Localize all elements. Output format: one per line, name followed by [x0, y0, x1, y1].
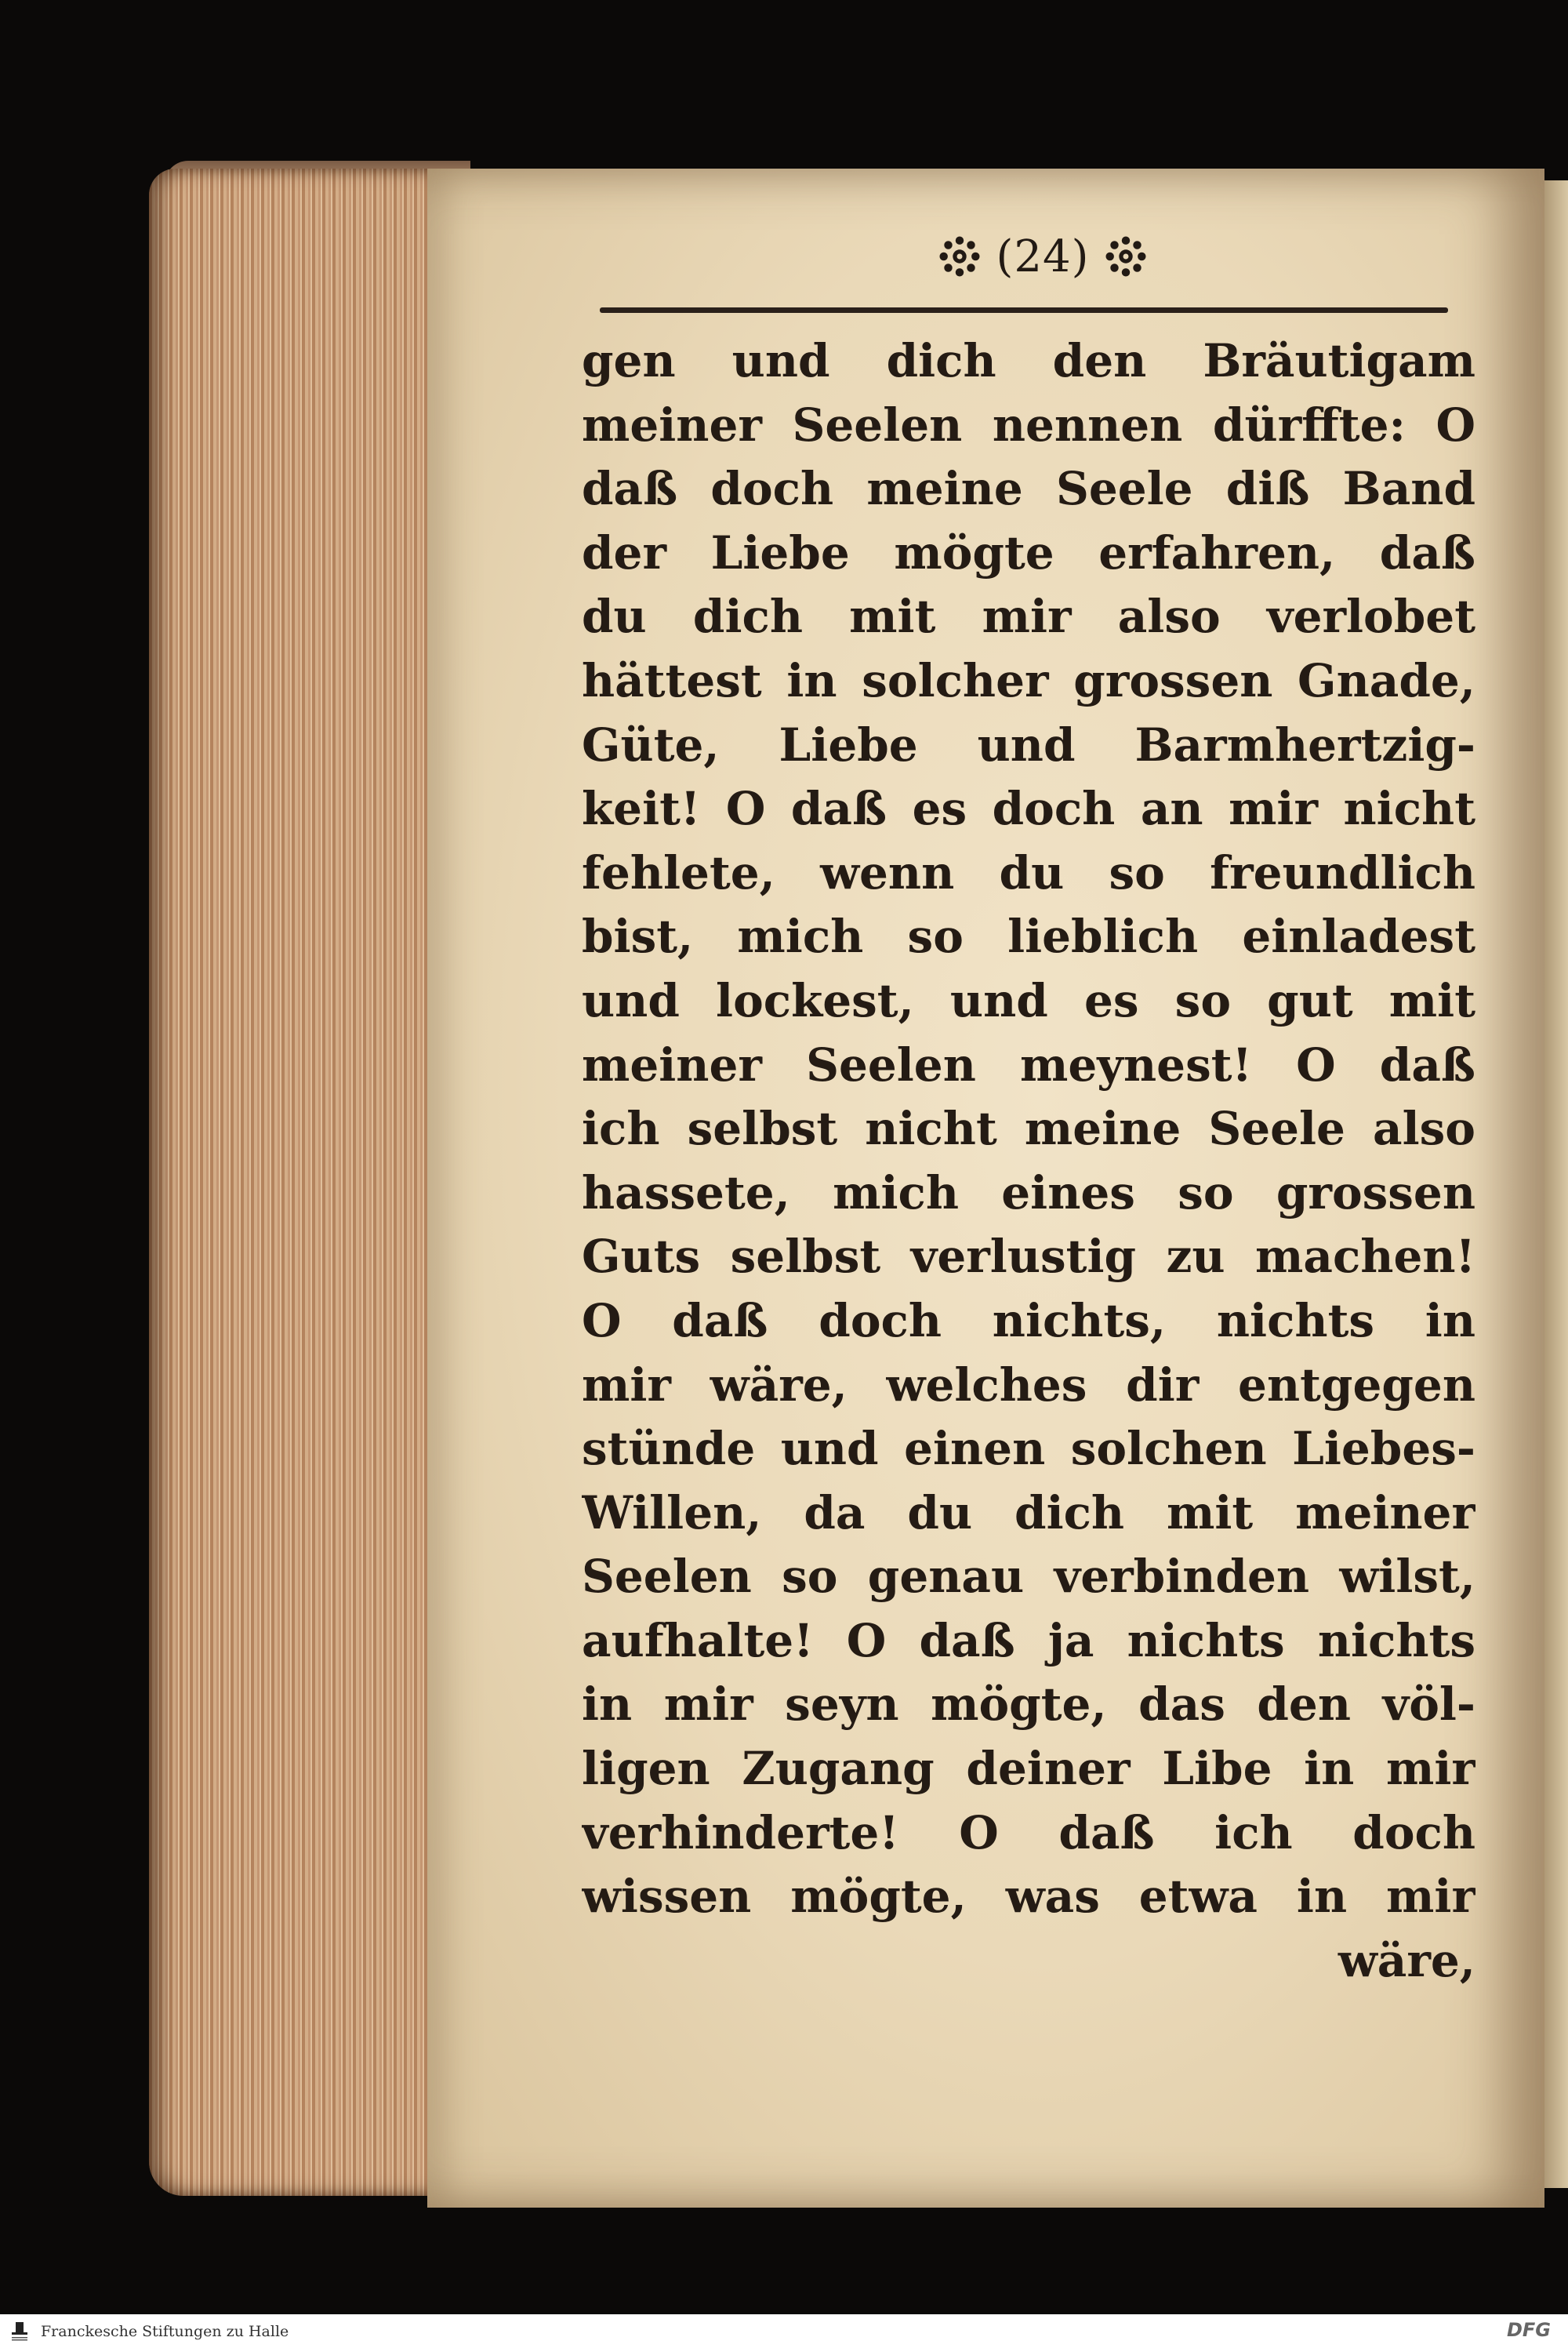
page-header	[886, 225, 1200, 288]
book-fore-edge	[149, 169, 470, 2196]
text-line: der Liebe mögte erfahren, daß	[582, 525, 1475, 580]
text-line: Willen, da du dich mit meiner	[582, 1485, 1475, 1539]
text-line: gen und dich den Bräutigam	[582, 334, 1475, 387]
text-line: mir wäre, welches dir entgegen	[582, 1358, 1475, 1412]
text-line: meiner Seelen meynest! O daß	[582, 1038, 1475, 1092]
text-line: keit! O daß es doch an mir nicht	[582, 782, 1475, 836]
text-line: und lockest, und es so gut mit	[582, 973, 1475, 1027]
text-line: ich selbst nicht meine Seele also	[582, 1102, 1475, 1156]
flower-ornament-icon	[937, 234, 982, 279]
text-line: meiner Seelen nennen dürffte: O	[582, 398, 1475, 452]
body-text	[582, 329, 1475, 1993]
text-line: wissen mögte, was etwa in mir	[582, 1870, 1475, 1924]
text-line: verhinderte! O daß ich doch	[582, 1805, 1475, 1859]
text-line: stünde und einen solchen Liebes-	[582, 1422, 1475, 1476]
text-line: bist, mich so lieblich einladest	[582, 910, 1475, 964]
footer-institution: Franckesche Stiftungen zu Halle	[41, 2322, 289, 2340]
text-line: Seelen so genau verbinden wilst,	[582, 1550, 1475, 1604]
text-line: Güte, Liebe und Barmhertzig-	[582, 718, 1475, 772]
text-line: in mir seyn mögte, das den völ-	[582, 1677, 1475, 1732]
flower-ornament-icon	[1103, 234, 1149, 279]
text-line: hassete, mich eines so grossen	[582, 1165, 1475, 1219]
text-line: daß doch meine Seele diß Band	[582, 462, 1475, 516]
text-line: O daß doch nichts, nichts in	[582, 1293, 1475, 1347]
text-line: hättest in solcher grossen Gnade,	[582, 653, 1475, 707]
header-rule	[600, 307, 1448, 313]
text-line: aufhalte! O daß ja nichts nichts	[582, 1613, 1475, 1667]
dfg-logo: DFG	[1506, 2319, 1551, 2341]
page-number: (24)	[996, 231, 1090, 282]
text-line: du dich mit mir also verlobet	[582, 590, 1475, 644]
catchword: wäre,	[1338, 1933, 1475, 1987]
facing-page-edge	[1541, 180, 1568, 2188]
text-line: ligen Zugang deiner Libe in mir	[582, 1742, 1475, 1796]
institution-logo-icon	[6, 2318, 33, 2345]
text-line: Guts selbst verlustig zu machen!	[582, 1230, 1475, 1284]
text-line: fehlete, wenn du so freundlich	[582, 845, 1475, 900]
footer-bar	[0, 2314, 1568, 2348]
